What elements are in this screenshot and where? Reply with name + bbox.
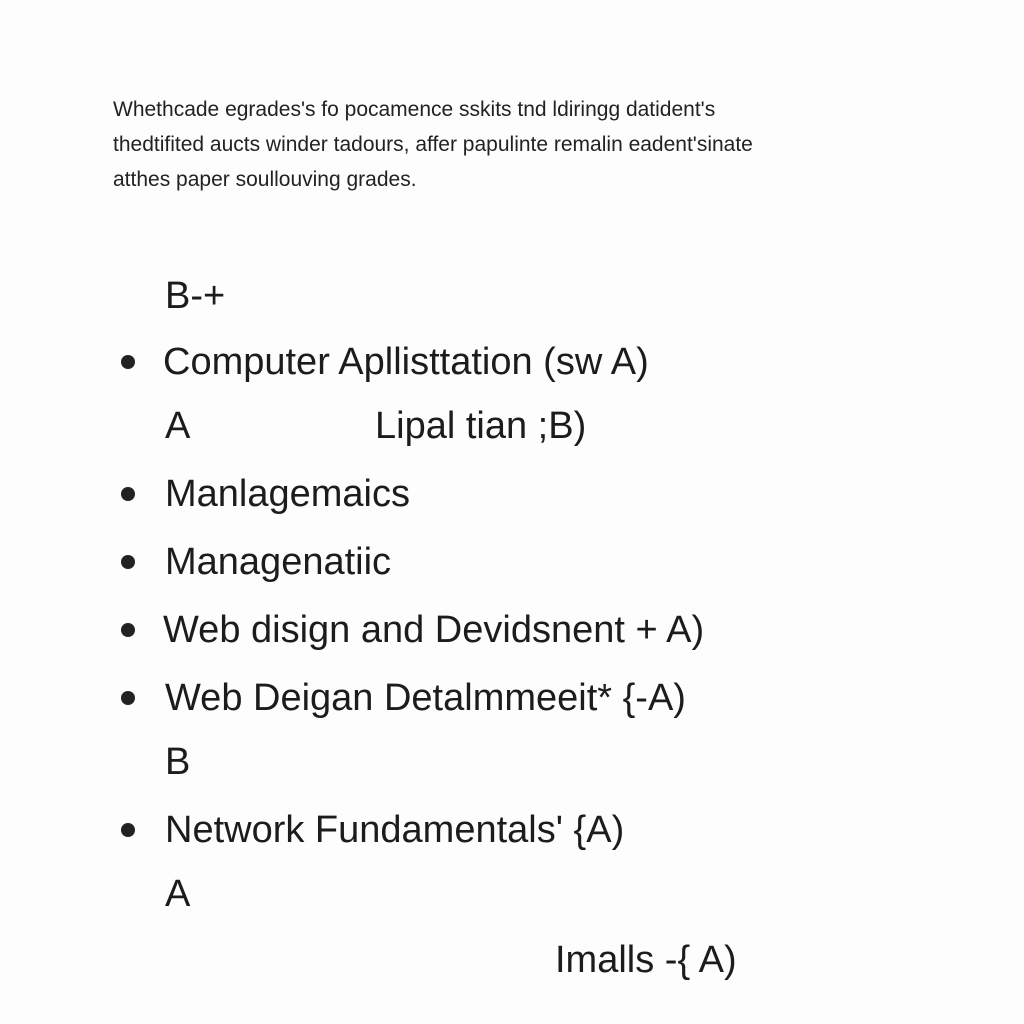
course-item: Web disign and Devidsnent + A) (163, 609, 705, 651)
bullet-icon (121, 355, 135, 369)
grade-label: B (165, 741, 191, 783)
course-item: Manlagemaics (165, 473, 410, 515)
grade-label: A (165, 873, 191, 915)
bullet-icon (121, 623, 135, 637)
course-item: Web Deigan Detalmmeeit* {-A) (165, 677, 686, 719)
intro-paragraph (113, 92, 913, 197)
bullet-icon (121, 487, 135, 501)
course-subitem: Imalls -{ A) (555, 939, 737, 981)
bullet-icon (121, 555, 135, 569)
bullet-icon (121, 691, 135, 705)
grade-label: A (165, 405, 191, 447)
intro-line: atthes paper soullouving grades. (113, 168, 417, 191)
intro-line: thedtifited aucts winder tadours, affer papulinte remalin eadent'sinate (113, 133, 753, 156)
course-item: Computer Apllisttation (sw A) (163, 341, 649, 383)
intro-line: Whethcade egrades's fo pocamence sskits tnd ldiringg datident's (113, 98, 716, 121)
course-item: Network Fundamentals' {A) (165, 809, 625, 851)
bullet-icon (121, 823, 135, 837)
grade-label: B-+ (165, 275, 226, 317)
course-subitem: Lipal tian ;B) (375, 405, 587, 447)
course-item: Managenatiic (165, 541, 392, 583)
